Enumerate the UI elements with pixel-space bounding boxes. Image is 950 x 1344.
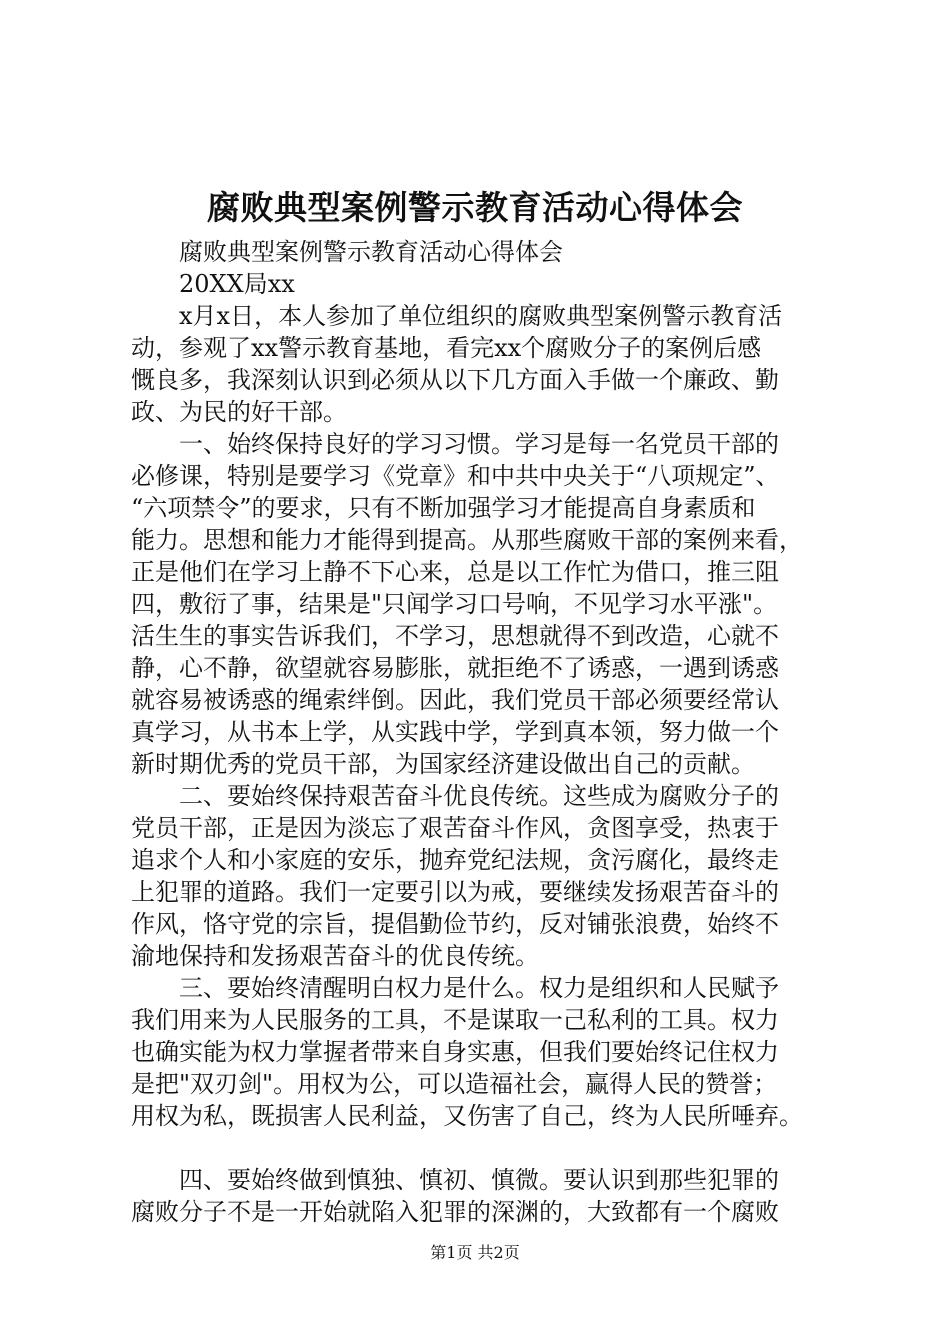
paragraph-line: 就容易被诱惑的绳索绊倒。因此，我们党员干部必须要经常认 [131,686,779,714]
paragraph-line: 也确实能为权力掌握者带来自身实惠，但我们要始终记住权力 [131,1038,779,1066]
paragraph-line: “六项禁令”的要求，只有不断加强学习才能提高自身素质和 [131,494,756,522]
paragraph-line: 腐败分子不是一开始就陷入犯罪的深渊的，大致都有一个腐败 [131,1198,779,1226]
paragraph-line: 追求个人和小家庭的安乐，抛弃党纪法规，贪污腐化，最终走 [131,846,779,874]
paragraph-line: 正是他们在学习上静不下心来，总是以工作忙为借口，推三阻 [131,558,779,586]
paragraph-line: 是把"双刃剑"。用权为公，可以造福社会，赢得人民的赞誉； [131,1070,778,1098]
paragraph-line: 一、始终保持良好的学习习惯。学习是每一名党员干部的 [179,430,779,458]
paragraph-line: 作风，恪守党的宗旨，提倡勤俭节约，反对铺张浪费，始终不 [131,910,779,938]
paragraph-line: x月x日，本人参加了单位组织的腐败典型案例警示教育活 [179,302,783,330]
paragraph-line: 我们用来为人民服务的工具，不是谋取一己私利的工具。权力 [131,1006,779,1034]
paragraph-line: 四、要始终做到慎独、慎初、慎微。要认识到那些犯罪的 [179,1166,779,1194]
paragraph-line: 慨良多，我深刻认识到必须从以下几方面入手做一个廉政、勤 [131,366,779,394]
paragraph-line: 静，心不静，欲望就容易膨胀，就拒绝不了诱惑，一遇到诱惑 [131,654,779,682]
page-footer: 第1页 共2页 [430,1243,520,1262]
paragraph-line: 渝地保持和发扬艰苦奋斗的优良传统。 [131,942,539,970]
paragraph-line: 用权为私，既损害人民利益，又伤害了自己，终为人民所唾弃。 [131,1102,803,1130]
paragraph-line: 新时期优秀的党员干部，为国家经济建设做出自己的贡献。 [131,750,755,778]
paragraph-line: 动，参观了xx警示教育基地，看完xx个腐败分子的案例后感 [131,334,762,362]
paragraph-line: 三、要始终清醒明白权力是什么。权力是组织和人民赋予 [179,974,779,1002]
paragraph-line: 必修课，特别是要学习《党章》和中共中央关于“八项规定”、 [131,462,780,490]
paragraph-gap [131,1132,831,1164]
paragraph-line: 活生生的事实告诉我们，不学习，思想就得不到改造，心就不 [131,622,779,650]
document-title: 腐败典型案例警示教育活动心得体会 [207,188,743,227]
paragraph-line: 四，敷衍了事，结果是"只闻学习口号响，不见学习水平涨"。 [131,590,778,618]
author-line: 20XX局xx [179,270,295,298]
paragraph-line: 党员干部，正是因为淡忘了艰苦奋斗作风，贪图享受，热衷于 [131,814,779,842]
paragraph-line: 二、要始终保持艰苦奋斗优良传统。这些成为腐败分子的 [179,782,779,810]
document-body [131,236,831,1228]
paragraph-line: 上犯罪的道路。我们一定要引以为戒，要继续发扬艰苦奋斗的 [131,878,779,906]
paragraph-line: 政、为民的好干部。 [131,398,347,426]
document-subtitle: 腐败典型案例警示教育活动心得体会 [179,238,563,266]
paragraph-line: 能力。思想和能力才能得到提高。从那些腐败干部的案例来看， [131,526,803,554]
paragraph-line: 真学习，从书本上学，从实践中学，学到真本领，努力做一个 [131,718,779,746]
